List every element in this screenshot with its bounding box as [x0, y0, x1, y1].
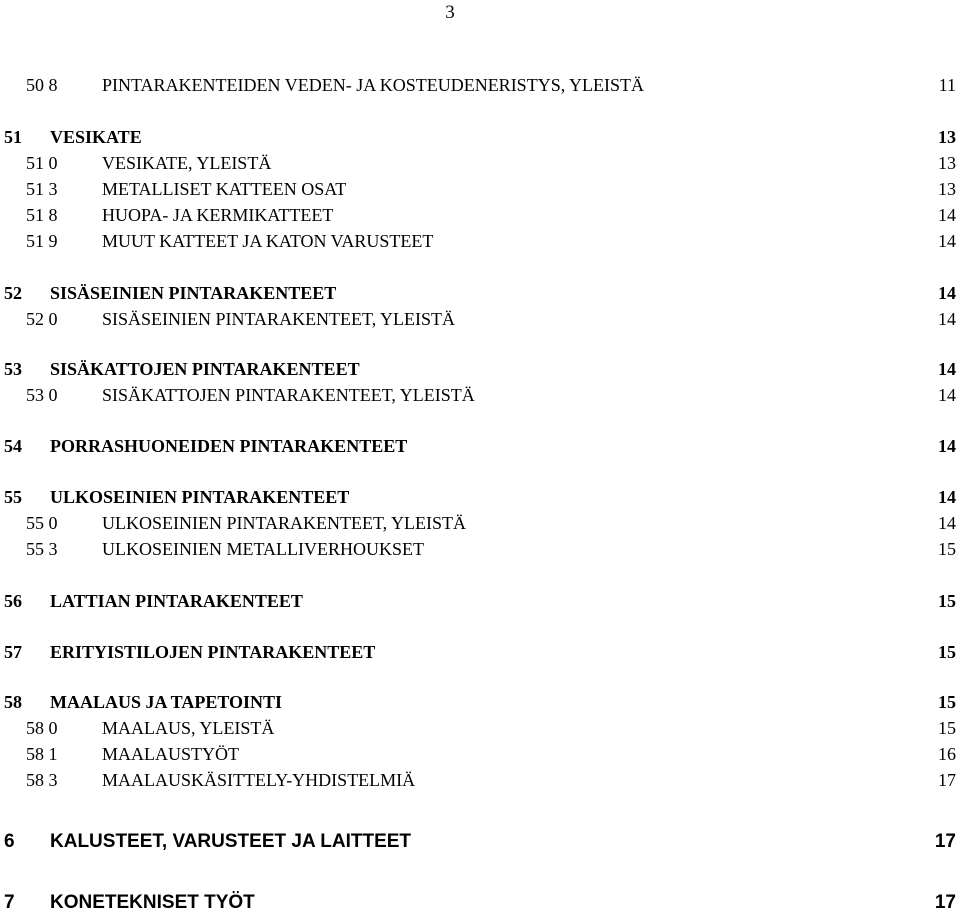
- toc-entry-title: SISÄSEINIEN PINTARAKENTEET: [50, 283, 337, 303]
- toc-entry: [0, 177, 960, 201]
- toc-entry-number: 7: [4, 892, 15, 913]
- toc-entry-number: 54: [4, 436, 22, 456]
- toc-entry-page: 15: [938, 692, 956, 712]
- toc-entry: [0, 537, 960, 561]
- toc-entry-title: HUOPA- JA KERMIKATTEET: [102, 205, 334, 225]
- toc-entry-title: METALLISET KATTEEN OSAT: [102, 179, 347, 199]
- toc-entry-number: 53 0: [26, 385, 58, 405]
- toc-entry-page: 13: [938, 127, 956, 147]
- toc-entry-title: KALUSTEET, VARUSTEET JA LAITTEET: [50, 831, 412, 852]
- toc-entry-number: 58 0: [26, 718, 58, 738]
- toc-entry-number: 51 9: [26, 231, 58, 251]
- toc-entry-number: 51: [4, 127, 22, 147]
- toc-entry-page: 14: [938, 513, 956, 533]
- toc-entry-title: MAALAUSTYÖT: [102, 744, 239, 764]
- toc-entry-page: 14: [938, 359, 956, 379]
- toc-chapter-entry: [0, 891, 960, 915]
- toc-section-entry: [0, 357, 960, 381]
- toc-entry-title: ULKOSEINIEN PINTARAKENTEET: [50, 487, 350, 507]
- toc-section-entry: [0, 485, 960, 509]
- toc-entry-page: 14: [938, 283, 956, 303]
- toc-chapter-entry: [0, 830, 960, 854]
- toc-entry-number: 55: [4, 487, 22, 507]
- toc-entry-title: SISÄKATTOJEN PINTARAKENTEET, YLEISTÄ: [102, 385, 475, 405]
- toc-entry-number: 55 3: [26, 539, 58, 559]
- toc-section-entry: [0, 125, 960, 149]
- toc-entry-number: 51 8: [26, 205, 58, 225]
- toc-section-entry: [0, 281, 960, 305]
- toc-entry-page: 13: [938, 153, 956, 173]
- toc-entry-title: VESIKATE: [50, 127, 142, 147]
- toc-entry-page: 14: [938, 487, 956, 507]
- toc-entry-number: 58 3: [26, 770, 58, 790]
- toc-entry-page: 17: [938, 770, 956, 790]
- toc-entry-title: VESIKATE, YLEISTÄ: [102, 153, 272, 173]
- toc-entry: [0, 768, 960, 792]
- toc-entry-number: 58: [4, 692, 22, 712]
- toc-entry: [0, 203, 960, 227]
- toc-entry-title: SISÄSEINIEN PINTARAKENTEET, YLEISTÄ: [102, 309, 456, 329]
- toc-entry-page: 13: [938, 179, 956, 199]
- toc-entry: [0, 511, 960, 535]
- toc-entry: [0, 73, 960, 97]
- toc-entry-number: 55 0: [26, 513, 58, 533]
- toc-entry-title: MAALAUSKÄSITTELY-YHDISTELMIÄ: [102, 770, 416, 790]
- toc-entry-page: 14: [938, 231, 956, 251]
- toc-entry: [0, 151, 960, 175]
- toc-entry: [0, 229, 960, 253]
- toc-entry-number: 51 0: [26, 153, 58, 173]
- toc-entry-page: 14: [938, 309, 956, 329]
- toc-entry: [0, 307, 960, 331]
- toc-entry-title: PINTARAKENTEIDEN VEDEN- JA KOSTEUDENERISTYS, YLEISTÄ: [102, 75, 645, 95]
- toc-entry-page: 11: [938, 75, 956, 95]
- toc-entry: [0, 383, 960, 407]
- toc-entry-number: 58 1: [26, 744, 58, 764]
- toc-entry-page: 16: [938, 744, 956, 764]
- toc-entry-page: 15: [938, 591, 956, 611]
- toc-entry-page: 15: [938, 642, 956, 662]
- toc-entry-number: 56: [4, 591, 22, 611]
- toc-entry-number: 50 8: [26, 75, 58, 95]
- toc-entry-page: 15: [938, 539, 956, 559]
- toc-entry-number: 52 0: [26, 309, 58, 329]
- toc-entry-title: ERITYISTILOJEN PINTARAKENTEET: [50, 642, 376, 662]
- toc-entry-title: ULKOSEINIEN PINTARAKENTEET, YLEISTÄ: [102, 513, 466, 533]
- toc-entry-page: 14: [938, 385, 956, 405]
- toc-entry: [0, 742, 960, 766]
- toc-entry-title: PORRASHUONEIDEN PINTARAKENTEET: [50, 436, 408, 456]
- toc-entry-page: 14: [938, 205, 956, 225]
- toc-entry-title: MAALAUS, YLEISTÄ: [102, 718, 275, 738]
- toc-entry-title: ULKOSEINIEN METALLIVERHOUKSET: [102, 539, 425, 559]
- toc-section-entry: [0, 690, 960, 714]
- toc-entry-number: 51 3: [26, 179, 58, 199]
- toc-entry-title: KONETEKNISET TYÖT: [50, 892, 255, 913]
- toc-entry-title: SISÄKATTOJEN PINTARAKENTEET: [50, 359, 360, 379]
- toc-entry-number: 52: [4, 283, 22, 303]
- toc-entry-title: MAALAUS JA TAPETOINTI: [50, 692, 283, 712]
- page-number: 3: [445, 2, 455, 23]
- toc-entry-number: 6: [4, 831, 15, 852]
- toc-entry-page: 15: [938, 718, 956, 738]
- toc-entry: [0, 716, 960, 740]
- toc-entry-number: 57: [4, 642, 22, 662]
- toc-section-entry: [0, 640, 960, 664]
- toc-entry-page: 17: [934, 831, 956, 852]
- toc-entry-title: LATTIAN PINTARAKENTEET: [50, 591, 303, 611]
- toc-section-entry: [0, 434, 960, 458]
- toc-entry-title: MUUT KATTEET JA KATON VARUSTEET: [102, 231, 434, 251]
- toc-entry-page: 17: [934, 892, 956, 913]
- toc-entry-number: 53: [4, 359, 22, 379]
- toc-entry-page: 14: [938, 436, 956, 456]
- toc-section-entry: [0, 589, 960, 613]
